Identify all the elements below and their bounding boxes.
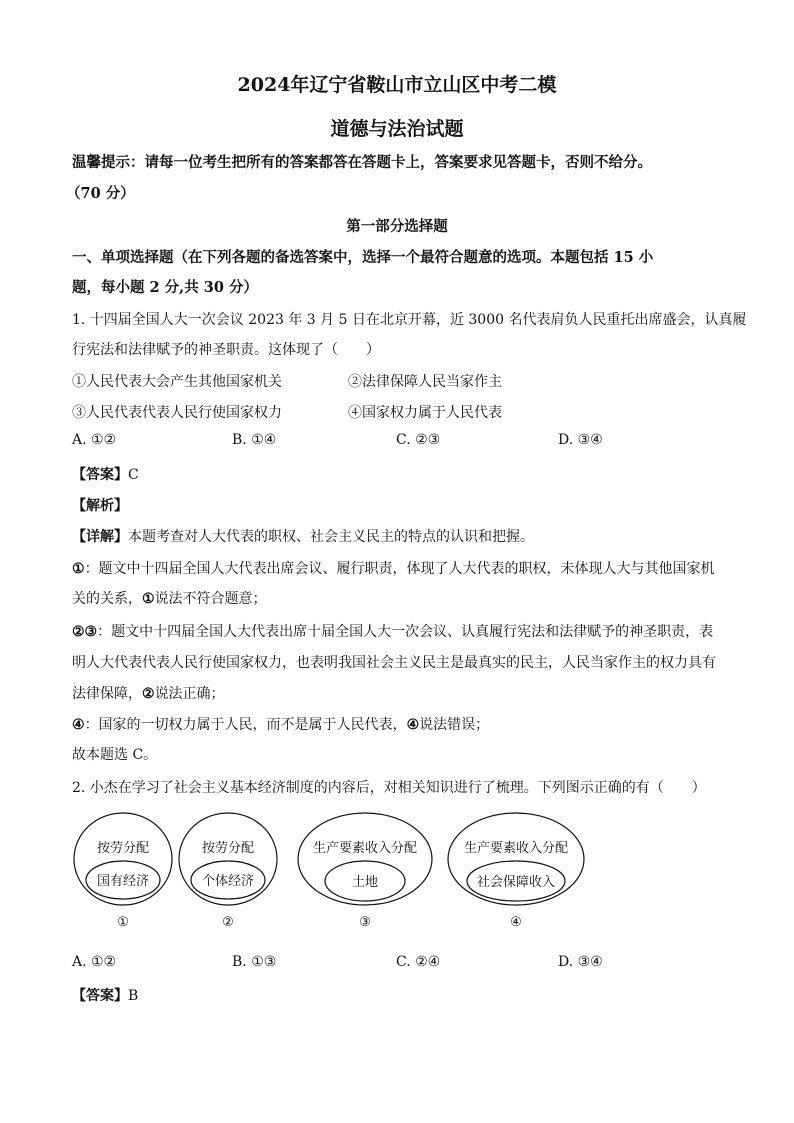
q1-point-1-line-1 bbox=[72, 558, 715, 578]
q1-point-2-text: ：题文中十四届全国人大代表出席十届全国人大一次会议、认真履行宪法和法律赋予的神圣职责，表 bbox=[97, 624, 714, 640]
q1-conclusion: 故本题选 C。 bbox=[72, 747, 158, 763]
q1-point-1-line-2 bbox=[72, 588, 267, 608]
q1-option-a: A. ①② bbox=[72, 432, 117, 448]
q2-answer-label: 【答案】 bbox=[72, 988, 128, 1004]
q1-point-3-line bbox=[72, 714, 489, 734]
q1-point-2-text-b: 说法正确； bbox=[154, 686, 225, 702]
q2-diagram-3-inner-label: 土地 bbox=[351, 875, 379, 890]
q2-diagram-3-number: ③ bbox=[359, 915, 371, 930]
q2-stem: 2. 小杰在学习了社会主义基本经济制度的内容后，对相关知识进行了梳理。下列图示正确的有（ ） bbox=[72, 780, 706, 796]
q1-stem-line-2: 行宪法和法律赋予的神圣职责。这体现了（ ） bbox=[72, 342, 380, 358]
q2-diagrams bbox=[0, 805, 794, 935]
notice-line-1: 温馨提示：请每一位考生把所有的答案都答在答题卡上，答案要求见答题卡，否则不给分。 bbox=[72, 154, 652, 171]
q2-diagram-4 bbox=[448, 813, 584, 930]
q2-diagram-3 bbox=[298, 813, 432, 930]
q2-diagram-4-outer-circle bbox=[448, 813, 584, 905]
q1-point-2-line-1 bbox=[72, 621, 713, 641]
q1-point-1-mark: ① bbox=[72, 561, 85, 577]
q2-diagram-4-outer-label: 生产要素收入分配 bbox=[463, 841, 569, 856]
q1-statement-3: ③人民代表代表人民行使国家权力 bbox=[72, 405, 282, 421]
q2-option-d: D. ③④ bbox=[558, 954, 603, 970]
q2-option-c: C. ②④ bbox=[396, 954, 441, 970]
q1-point-3-mark: ④ bbox=[72, 717, 85, 733]
q1-point-1-text: ：题文中十四届全国人大代表出席会议、履行职责，体现了人大代表的职权，未体现人大与其他国家机 bbox=[84, 561, 715, 577]
q2-diagram-1-outer-label: 按劳分配 bbox=[96, 841, 150, 856]
page-title: 2024年辽宁省鞍山市立山区中考二模 bbox=[237, 74, 557, 96]
q1-point-1-text-b: 说法不符合题意； bbox=[154, 591, 267, 607]
q1-point-2-mark: ②③ bbox=[72, 624, 98, 640]
q1-answer bbox=[72, 464, 139, 484]
q1-point-2-line-2: 明人大代表代表人民行使国家权力，也表明我国社会主义民主是最真实的民主，人民当家作主的权力具有 bbox=[72, 655, 716, 671]
q2-answer bbox=[72, 985, 138, 1005]
q2-diagram-2-outer-circle bbox=[179, 813, 277, 905]
q2-diagram-1-inner-label: 国有经济 bbox=[96, 874, 150, 889]
q1-point-2-text-a: 法律保障， bbox=[72, 686, 142, 702]
q1-point-1-inline-mark: ① bbox=[142, 591, 155, 607]
q2-diagram-2-outer-label: 按劳分配 bbox=[201, 841, 255, 856]
q1-option-d: D. ③④ bbox=[558, 432, 603, 448]
q2-diagram-1-outer-circle bbox=[74, 813, 172, 905]
q1-point-2-inline-mark: ② bbox=[142, 686, 155, 702]
q2-answer-value: B bbox=[128, 988, 139, 1004]
q2-diagram-3-outer-label: 生产要素收入分配 bbox=[312, 841, 418, 856]
q2-diagram-2-inner-label: 个体经济 bbox=[201, 874, 255, 889]
q1-statement-2: ②法律保障人民当家作主 bbox=[348, 374, 502, 390]
q1-detail-intro: 本题考查对人大代表的职权、社会主义民主的特点的认识和把握。 bbox=[128, 529, 534, 545]
q1-point-1-text-a: 关的关系， bbox=[72, 591, 142, 607]
q2-diagram-4-number: ④ bbox=[510, 915, 522, 930]
q1-detail bbox=[72, 526, 534, 546]
q2-diagram-2 bbox=[179, 813, 277, 930]
q1-statement-1: ①人民代表大会产生其他国家机关 bbox=[72, 374, 282, 390]
section-heading: 第一部分选择题 bbox=[346, 218, 448, 235]
q1-statement-4: ④国家权力属于人民代表 bbox=[348, 405, 502, 421]
q1-point-3-inline-mark: ④ bbox=[406, 717, 420, 733]
q1-detail-label: 【详解】 bbox=[72, 529, 128, 545]
section-instruction-line-1: 一、单项选择题（在下列各题的备选答案中，选择一个最符合题意的选项。本题包括 15 小 bbox=[72, 249, 654, 266]
q1-stem-line-1: 1. 十四届全国人大一次会议 2023 年 3 月 5 日在北京开幕，近 3000 名代表肩负人民重托出席盛会，认真履 bbox=[72, 312, 747, 328]
section-instruction-line-2: 题，每小题 2 分,共 30 分） bbox=[72, 279, 259, 296]
q1-point-2-line-3 bbox=[72, 683, 225, 703]
q2-option-a: A. ①② bbox=[72, 954, 117, 970]
q2-diagram-1-number: ① bbox=[117, 915, 129, 930]
q2-diagram-1 bbox=[74, 813, 172, 930]
notice-line-2: （70 分） bbox=[66, 185, 135, 202]
q2-diagram-2-number: ② bbox=[222, 915, 234, 930]
page-subtitle: 道德与法治试题 bbox=[330, 118, 464, 140]
q1-point-3-text-a: ：国家的一切权力属于人民，而不是属于人民代表， bbox=[84, 717, 407, 733]
q1-option-c: C. ②③ bbox=[396, 432, 441, 448]
q1-analysis-label: 【解析】 bbox=[72, 498, 128, 514]
q1-answer-label: 【答案】 bbox=[72, 467, 128, 483]
q2-diagram-3-outer-circle bbox=[298, 813, 432, 905]
q1-answer-value: C bbox=[128, 467, 139, 483]
q1-option-b: B. ①④ bbox=[232, 432, 277, 448]
q2-option-b: B. ①③ bbox=[232, 954, 277, 970]
q2-diagram-4-inner-label: 社会保障收入 bbox=[476, 875, 556, 890]
q1-point-3-text-b: 说法错误； bbox=[419, 717, 490, 733]
